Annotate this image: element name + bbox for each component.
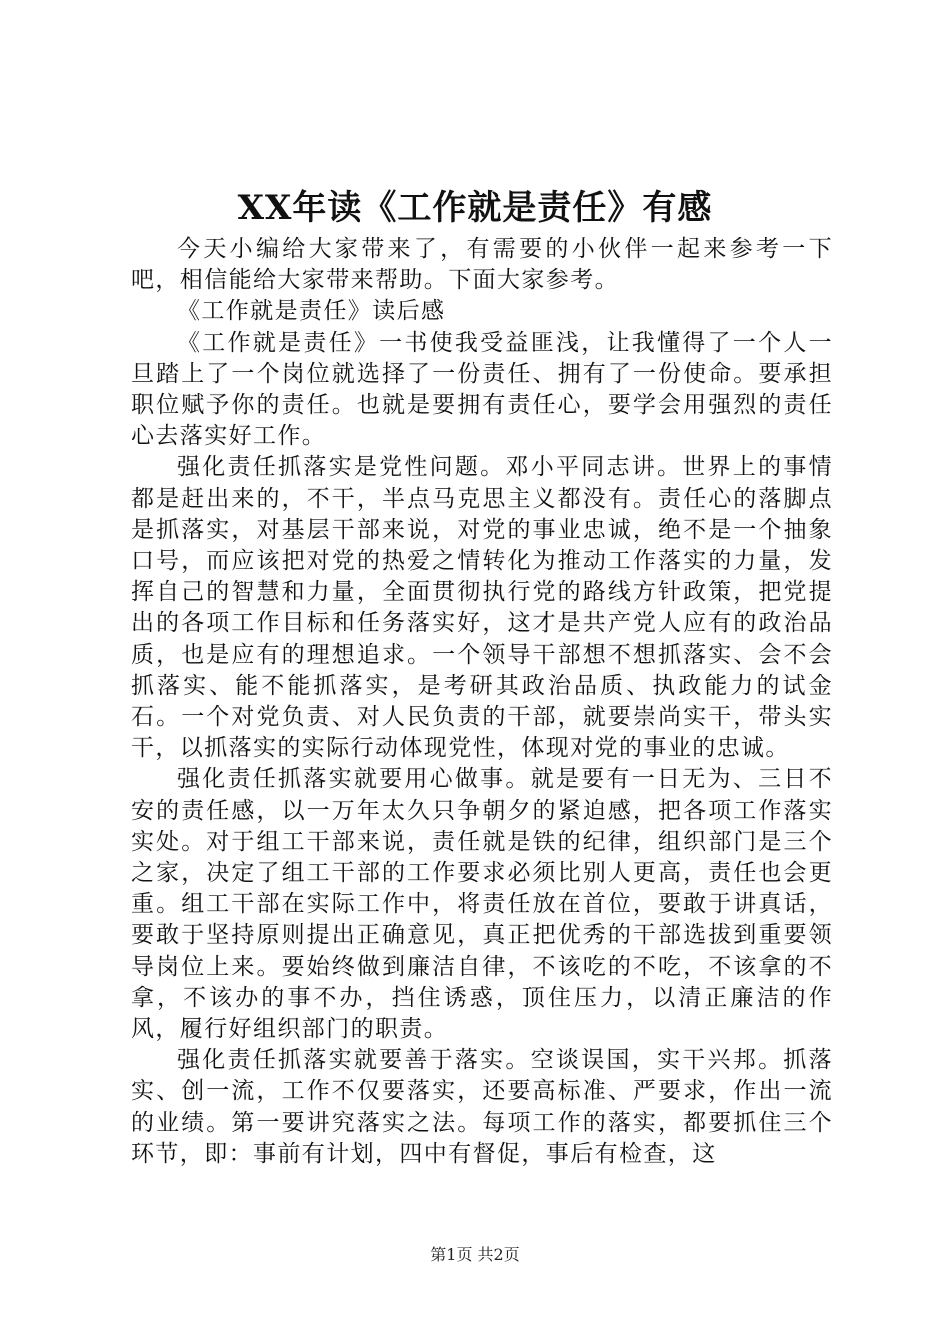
document-title: XX年读《工作就是责任》有感 bbox=[237, 188, 713, 228]
paragraph-intro: 今天小编给大家带来了，有需要的小伙伴一起来参考一下吧，相信能给大家带来帮助。下面大家参考。 bbox=[131, 236, 833, 294]
paragraph-work-with-heart: 强化责任抓落实就要用心做事。就是要有一日无为、三日不安的责任感，以一万年太久只争朝夕的紧迫感，把各项工作落实实处。对于组工干部来说，责任就是铁的纪律，组织部门是三个之家，决定了组工干部的工作要求必须比别人更高，责任也会更重。组工干部在实际工作中，将责任放在首位，要敢于讲真话，要敢于坚持原则提出正确意见，真正把优秀的干部选拔到重要领导岗位上来。要始终做到廉洁自律，不该吃的不吃，不该拿的不拿，不该办的事不办，挡住诱惑，顶住压力，以清正廉洁的作风，履行好组织部门的职责。 bbox=[131, 766, 833, 1043]
paragraph-good-at-implementation: 强化责任抓落实就要善于落实。空谈误国，实干兴邦。抓落实、创一流，工作不仅要落实，还要高标准、严要求，作出一流的业绩。第一要讲究落实之法。每项工作的落实，都要抓住三个环节，即：事前有计划，四中有督促，事后有检查，这 bbox=[131, 1047, 833, 1167]
paragraph-book-impression: 《工作就是责任》一书使我受益匪浅，让我懂得了一个人一旦踏上了一个岗位就选择了一份责任、拥有了一份使命。要承担职位赋予你的责任。也就是要拥有责任心，要学会用强烈的责任心去落实好工作。 bbox=[131, 329, 833, 450]
page-number-footer: 第1页 共2页 bbox=[430, 1245, 520, 1264]
paragraph-party-spirit: 强化责任抓落实是党性问题。邓小平同志讲。世界上的事情都是赶出来的，不干，半点马克思主义都没有。责任心的落脚点是抓落实，对基层干部来说，对党的事业忠诚，绝不是一个抽象口号，而应该把对党的热爱之情转化为推动工作落实的力量，发挥自己的智慧和力量，全面贯彻执行党的路线方针政策，把党提出的各项工作目标和任务落实好，这才是共产党人应有的政治品质，也是应有的理想追求。一个领导干部想不想抓落实、会不会抓落实、能不能抓落实，是考研其政治品质、执政能力的试金石。一个对党负责、对人民负责的干部，就要崇尚实干，带头实干，以抓落实的实际行动体现党性，体现对党的事业的忠诚。 bbox=[131, 454, 833, 762]
paragraph-subtitle: 《工作就是责任》读后感 bbox=[177, 298, 446, 325]
document-body bbox=[131, 234, 833, 1170]
